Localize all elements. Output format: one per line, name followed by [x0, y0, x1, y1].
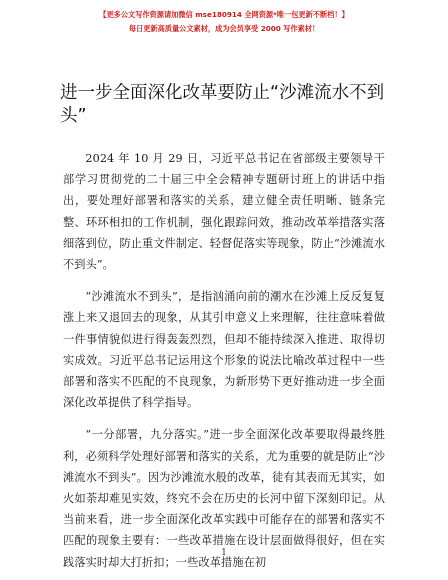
paragraph-1: 2024 年 10 月 29 日，习近平总书记在省部级主要领导干部学习贯彻党的二十届三中全会精神专题研讨班上的讲话中指出，要处理好部署和落实的关系，建立健全责任明晰、链条完整、环环相扣的工作机制，强化跟踪问效，推动改革举措落实落细落到位，防止重文件制定、轻督促落实等现象，防止“沙滩流水不到头”。: [63, 152, 385, 272]
header-banner: [0, 8, 448, 36]
document-body: [63, 148, 385, 573]
paragraph-2: “沙滩流水不到头”，是指汹涌向前的潮水在沙滩上反反复复涨上来又退回去的现象，从其引申意义上来理解，往往意味着做一件事情貌似进行得轰轰烈烈，但却不能持续深入推进、取得切实成效。习近平总书记运用这个形象的说法比喻改革过程中一些部署和落实不匹配的不良现象，为新形势下更好推动进一步全面深化改革提供了科学指导。: [63, 290, 385, 410]
paragraph-3: “一分部署，九分落实。”进一步全面深化改革要取得最终胜利，必须科学处理好部署和落实的关系，尤为重要的就是防止“沙滩流水不到头”。因为沙滩流水般的改革，徒有其表而无其实，如火如荼却难见实效，终究不会在历史的长河中留下深刻印记。从当前来看，进一步全面深化改革实践中可能存在的部署和落实不匹配的现象主要有：一些改革措施在设计层面做得很好，但在实践落实时却大打折扣；一些改革措施在初: [63, 428, 385, 569]
document-title: 进一步全面深化改革要防止“沙滩流水不到头”: [60, 83, 385, 126]
banner-line-2: 每日更新高质量公文素材，成为会员享受 2000 写作素材！: [128, 24, 320, 33]
page-number: 1: [221, 548, 227, 558]
banner-line-1: 【更多公文写作资源请加微信 mse180914 全网资源*唯一包更新不断档！】: [99, 10, 349, 19]
